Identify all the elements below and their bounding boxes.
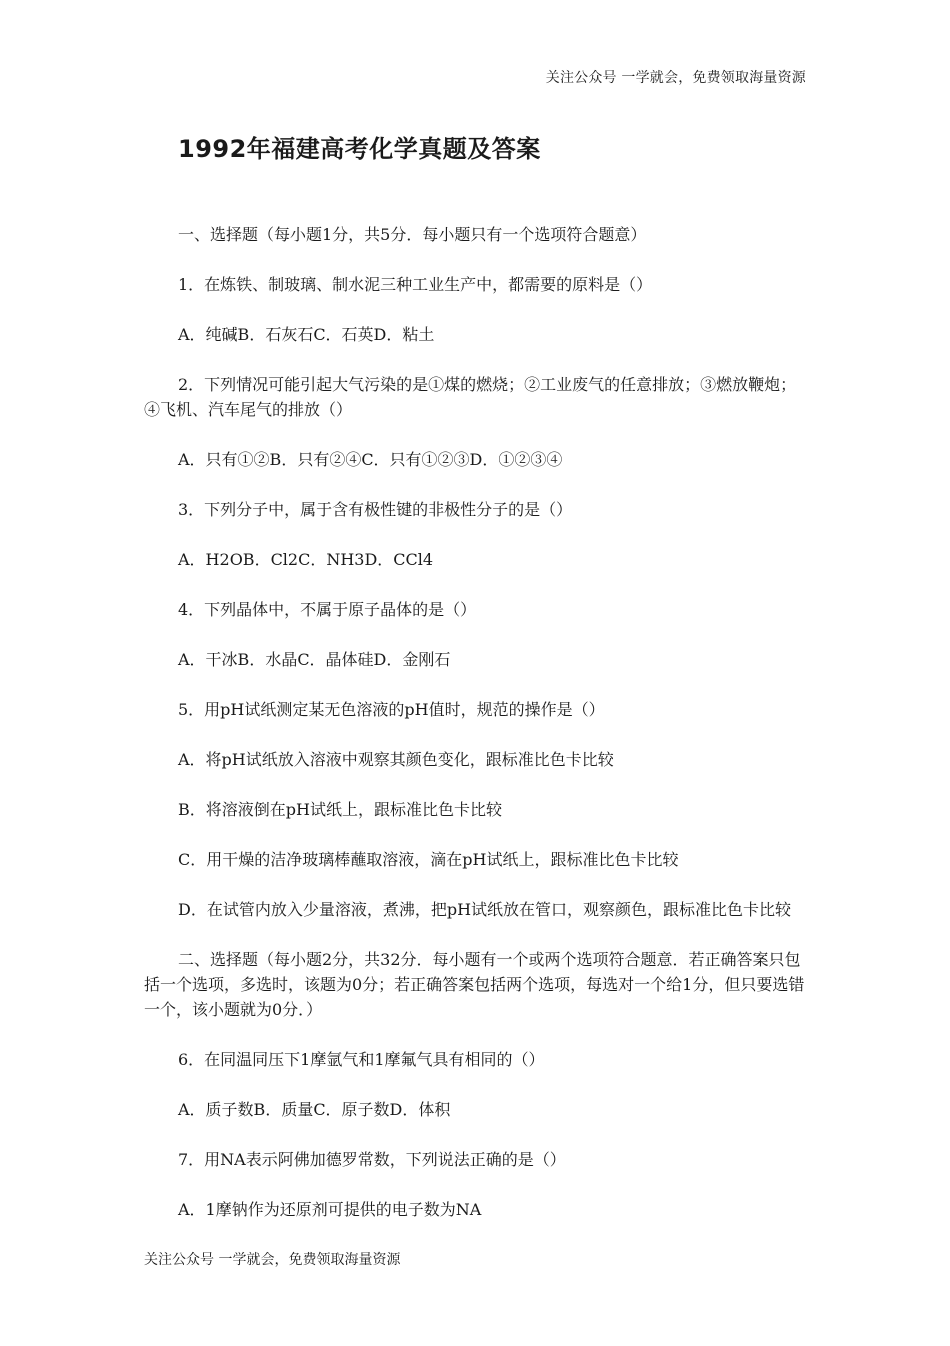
header-watermark-note: 关注公众号 一学就会，免费领取海量资源 [545,70,806,86]
question-6: 6．在同温同压下1摩氩气和1摩氟气具有相同的（） [178,1050,545,1069]
question-7-option-a: A．1摩钠作为还原剂可提供的电子数为NA [178,1200,482,1219]
question-2-options: A．只有①②B．只有②④C．只有①②③D．①②③④ [178,450,563,469]
question-5-option-d: D．在试管内放入少量溶液，煮沸，把pH试纸放在管口，观察颜色，跟标准比色卡比较 [178,900,792,919]
question-7: 7．用NA表示阿佛加德罗常数，下列说法正确的是（） [178,1150,566,1169]
question-2: 2．下列情况可能引起大气污染的是①煤的燃烧；②工业废气的任意排放；③燃放鞭炮；④飞机、汽车尾气的排放（） [144,375,797,419]
question-3-options: A．H2OB．Cl2C．NH3D．CCl4 [178,550,434,569]
question-1-options: A．纯碱B．石灰石C．石英D．粘土 [178,325,435,344]
question-4: 4．下列晶体中，不属于原子晶体的是（） [178,600,477,619]
question-5-option-c: C．用干燥的洁净玻璃棒蘸取溶液，滴在pH试纸上，跟标准比色卡比较 [178,850,679,869]
question-5: 5．用pH试纸测定某无色溶液的pH值时，规范的操作是（） [178,700,605,719]
question-5-option-b: B．将溶液倒在pH试纸上，跟标准比色卡比较 [178,800,502,819]
question-6-options: A．质子数B．质量C．原子数D．体积 [178,1100,451,1119]
question-1: 1．在炼铁、制玻璃、制水泥三种工业生产中，都需要的原料是（） [178,275,653,294]
footer-watermark-note: 关注公众号 一学就会，免费领取海量资源 [144,1252,401,1268]
question-5-option-a: A．将pH试纸放入溶液中观察其颜色变化，跟标准比色卡比较 [178,750,614,769]
document-title: 1992年福建高考化学真题及答案 [178,135,541,163]
section-heading-2: 二、选择题（每小题2分，共32分．每小题有一个或两个选项符合题意．若正确答案只包括一个选项，多选时，该题为0分；若正确答案包括两个选项，每选对一个给1分，但只要选错一个，该小题就为0分．） [144,950,805,1019]
section-heading-1: 一、选择题（每小题1分，共5分．每小题只有一个选项符合题意） [178,225,647,244]
question-4-options: A．干冰B．水晶C．晶体硅D．金刚石 [178,650,451,669]
question-3: 3．下列分子中，属于含有极性键的非极性分子的是（） [178,500,573,519]
